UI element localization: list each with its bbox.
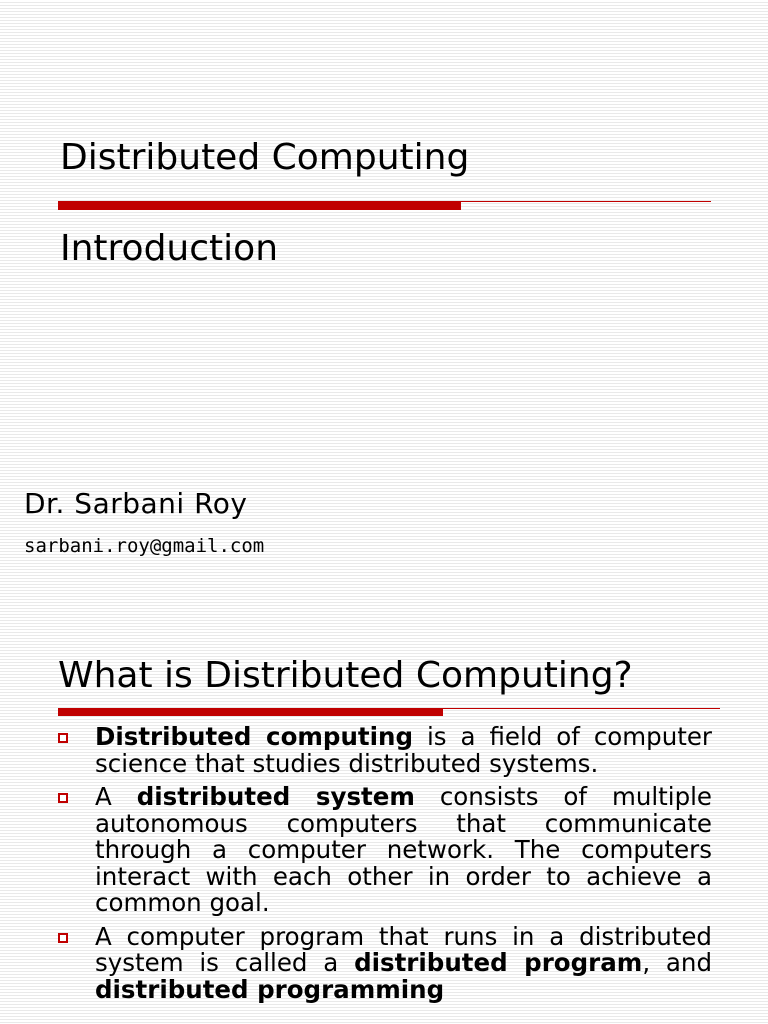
bullet-text-bold: distributed system — [136, 782, 415, 811]
title-underline-thin — [461, 201, 711, 202]
content-slide — [0, 630, 768, 1024]
slide-subtitle: Introduction — [60, 228, 279, 269]
title-underline-thick — [58, 201, 461, 210]
author-email: sarbani.roy@gmail.com — [24, 535, 265, 557]
bullet-text: A — [95, 782, 137, 811]
bullet-item — [56, 784, 712, 917]
hollow-square-bullet-icon — [58, 793, 68, 803]
bullet-text: A computer program that runs in a distributed system is called a — [95, 921, 712, 977]
bullet-text: is a field of computer science that studies distributed systems. — [95, 722, 712, 778]
title-underline-thin — [443, 708, 720, 709]
bullet-text-bold: distributed program — [354, 948, 643, 977]
bullet-text-bold: Distributed computing — [95, 722, 414, 751]
hollow-square-bullet-icon — [58, 733, 68, 743]
hollow-square-bullet-icon — [58, 933, 68, 943]
title-underline-thick — [58, 708, 443, 716]
bullet-item — [56, 921, 712, 1004]
bullet-item — [56, 724, 712, 777]
author-name: Dr. Sarbani Roy — [24, 487, 248, 520]
bullet-list — [56, 724, 712, 1010]
bullet-text: consists of multiple autonomous computers that communicate through a computer network. The computers interact with each other in order to achieve a common goal. — [95, 782, 713, 917]
bullet-text-bold: distributed programming — [95, 974, 445, 1004]
slide-title: What is Distributed Computing? — [58, 655, 633, 696]
bullet-text: , and — [642, 948, 712, 977]
slide-title: Distributed Computing — [60, 137, 470, 178]
